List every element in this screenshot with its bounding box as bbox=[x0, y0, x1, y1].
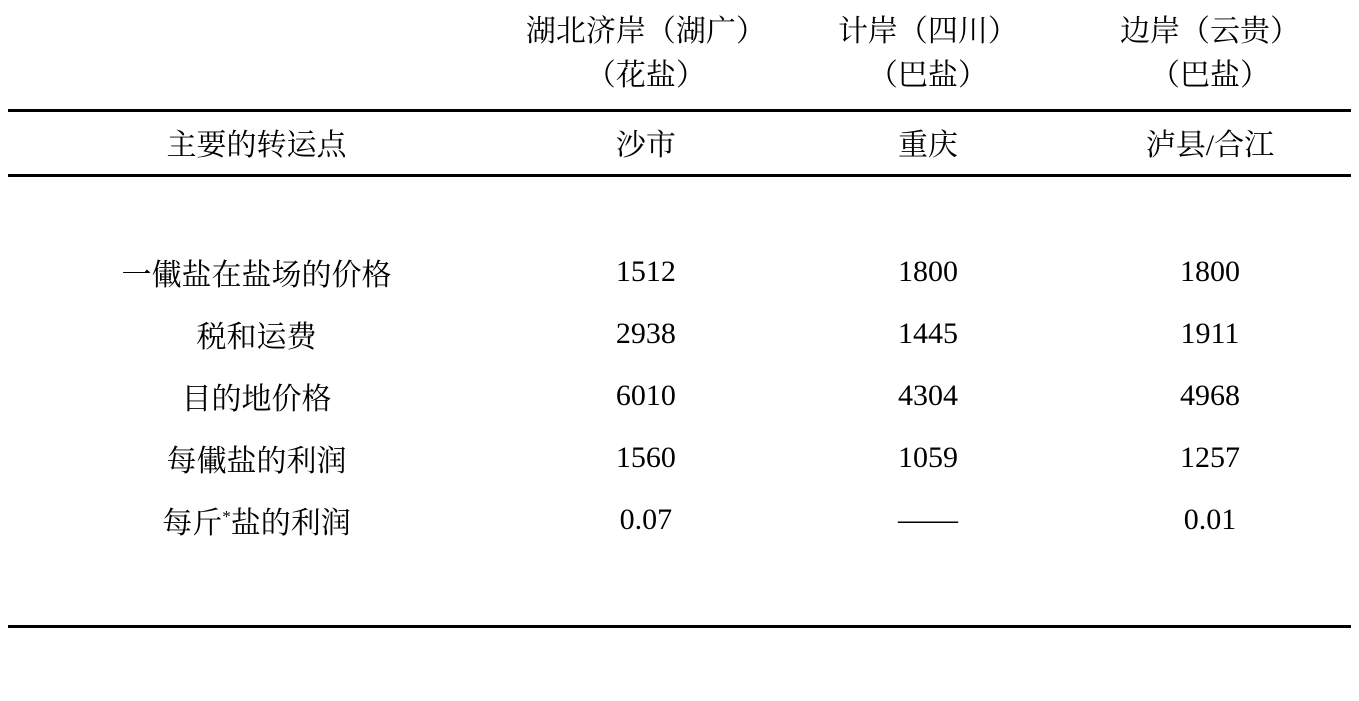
row-value-hubei: 0.07 bbox=[619, 503, 673, 536]
table-row bbox=[8, 365, 1351, 427]
footnote-marker: * bbox=[222, 507, 231, 526]
header-line-1: 湖北济岸（湖广） bbox=[525, 15, 766, 48]
header-line-2: （花盐） bbox=[585, 58, 706, 92]
header-cell-sichuan bbox=[787, 0, 1069, 109]
subheader-value-hubei: 沙市 bbox=[615, 129, 676, 162]
row-label-prefix: 每斤 bbox=[162, 507, 223, 540]
spacer-row bbox=[8, 177, 1351, 241]
table-row bbox=[8, 241, 1351, 303]
header-cell-hubei bbox=[505, 0, 787, 109]
subheader-value-sichuan: 重庆 bbox=[897, 129, 958, 162]
table-subheader-row bbox=[8, 112, 1351, 174]
subheader-label: 主要的转运点 bbox=[166, 129, 347, 162]
spacer-row-bottom bbox=[8, 551, 1351, 625]
row-label-suffix: 盐的利润 bbox=[230, 507, 351, 540]
row-value-sichuan: 1445 bbox=[897, 317, 958, 350]
rule-bottom-cell bbox=[8, 625, 1351, 628]
header-line-1: 计岸（四川） bbox=[837, 15, 1018, 48]
row-value-sichuan: 1800 bbox=[897, 255, 958, 288]
row-label-per-jin bbox=[8, 489, 505, 551]
row-value-sichuan: 4304 bbox=[897, 379, 958, 412]
row-value-yungui: 1911 bbox=[1180, 317, 1240, 350]
header-cell-yungui bbox=[1069, 0, 1351, 109]
rule-bottom bbox=[8, 625, 1351, 628]
salt-price-table bbox=[8, 0, 1351, 628]
row-value-yungui: 0.01 bbox=[1183, 503, 1237, 536]
row-value-hubei: 1512 bbox=[615, 255, 676, 288]
row-value-sichuan: 1059 bbox=[897, 441, 958, 474]
row-label: 税和运费 bbox=[196, 321, 317, 354]
spacer-cell bbox=[8, 551, 1351, 625]
row-value-yungui: 1257 bbox=[1179, 441, 1240, 474]
horizontal-rule bbox=[8, 625, 1351, 628]
row-value-yungui: 1800 bbox=[1179, 255, 1240, 288]
table-header-row bbox=[8, 0, 1351, 109]
row-value-yungui: 4968 bbox=[1179, 379, 1240, 412]
header-cell-blank bbox=[8, 0, 505, 109]
row-value-hubei: 6010 bbox=[615, 379, 676, 412]
row-label: 一儎盐在盐场的价格 bbox=[121, 259, 392, 292]
header-line-2: （巴盐） bbox=[867, 58, 988, 92]
header-line-1: 边岸（云贵） bbox=[1119, 15, 1300, 48]
row-label: 每儎盐的利润 bbox=[166, 445, 347, 478]
spacer-cell bbox=[8, 177, 1351, 241]
subheader-value-yungui: 泸县/合江 bbox=[1145, 129, 1275, 162]
table-row bbox=[8, 303, 1351, 365]
table-row bbox=[8, 489, 1351, 551]
row-label: 目的地价格 bbox=[181, 383, 332, 416]
header-line-2: （巴盐） bbox=[1149, 58, 1270, 92]
table-row bbox=[8, 427, 1351, 489]
row-value-sichuan: —— bbox=[897, 503, 958, 536]
row-value-hubei: 2938 bbox=[615, 317, 676, 350]
row-value-hubei: 1560 bbox=[615, 441, 676, 474]
